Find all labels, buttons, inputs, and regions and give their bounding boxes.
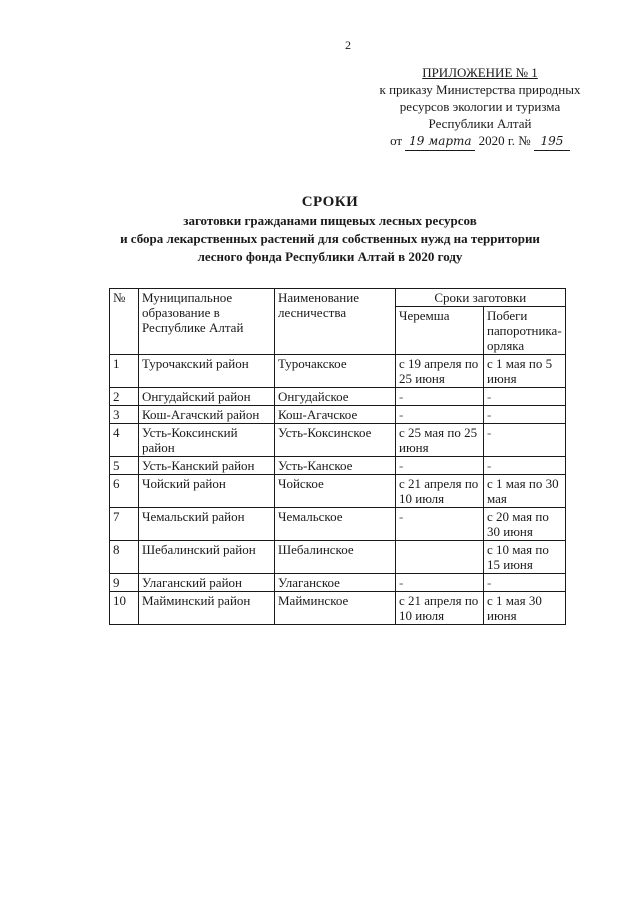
cell-municipality: Улаганский район [139, 574, 275, 592]
cell-fern: с 10 мая по 15 июня [484, 541, 566, 574]
cell-num: 9 [110, 574, 139, 592]
cell-num: 6 [110, 475, 139, 508]
cell-fern: - [484, 457, 566, 475]
cell-cheremsha [396, 541, 484, 574]
heading-title: СРОКИ [301, 194, 359, 210]
appendix-line-1: к приказу Министерства природных [379, 82, 581, 97]
header-municipality: Муниципальное образование в Республике Алтай [139, 289, 275, 355]
date-prefix: от [390, 133, 403, 148]
cell-fern: - [484, 388, 566, 406]
appendix-date-line [360, 132, 600, 151]
header-num: № [110, 289, 139, 355]
cell-forestry: Чойское [275, 475, 396, 508]
header-cheremsha: Черемша [396, 307, 484, 355]
cell-municipality: Шебалинский район [139, 541, 275, 574]
cell-cheremsha: - [396, 574, 484, 592]
cell-num: 1 [110, 355, 139, 388]
cell-forestry: Турочакское [275, 355, 396, 388]
appendix-line-3: Республики Алтай [428, 116, 532, 131]
table-row [110, 457, 566, 475]
harvest-periods-table [109, 288, 566, 625]
handwritten-number: 195 [534, 133, 570, 151]
table-row [110, 388, 566, 406]
table-row [110, 592, 566, 625]
cell-cheremsha: - [396, 508, 484, 541]
heading-line-3: лесного фонда Республики Алтай в 2020 году [197, 249, 463, 264]
heading-line-2: и сбора лекарственных растений для собственных нужд на территории [120, 231, 540, 246]
date-suffix: 2020 г. № [478, 133, 531, 148]
cell-forestry: Кош-Агачское [275, 406, 396, 424]
cell-cheremsha: - [396, 457, 484, 475]
cell-fern: с 1 мая по 30 мая [484, 475, 566, 508]
cell-fern: с 1 мая 30 июня [484, 592, 566, 625]
appendix-title: ПРИЛОЖЕНИЕ № 1 [422, 65, 538, 80]
cell-municipality: Онгудайский район [139, 388, 275, 406]
cell-forestry: Усть-Канское [275, 457, 396, 475]
cell-municipality: Турочакский район [139, 355, 275, 388]
cell-forestry: Шебалинское [275, 541, 396, 574]
cell-forestry: Улаганское [275, 574, 396, 592]
cell-municipality: Чойский район [139, 475, 275, 508]
cell-fern: - [484, 574, 566, 592]
cell-forestry: Усть-Коксинское [275, 424, 396, 457]
cell-fern: с 1 мая по 5 июня [484, 355, 566, 388]
cell-fern: с 20 мая по 30 июня [484, 508, 566, 541]
cell-municipality: Усть-Коксинский район [139, 424, 275, 457]
table-row [110, 424, 566, 457]
header-forestry: Наименование лесничества [275, 289, 396, 355]
page-number: 2 [345, 38, 351, 52]
cell-municipality: Кош-Агачский район [139, 406, 275, 424]
table-row [110, 541, 566, 574]
table-row [110, 355, 566, 388]
cell-num: 7 [110, 508, 139, 541]
cell-municipality: Майминский район [139, 592, 275, 625]
header-fern: Побеги папоротника-орляка [484, 307, 566, 355]
cell-municipality: Чемальский район [139, 508, 275, 541]
cell-num: 10 [110, 592, 139, 625]
table-row [110, 574, 566, 592]
cell-fern: - [484, 424, 566, 457]
cell-num: 5 [110, 457, 139, 475]
table-row [110, 508, 566, 541]
header-periods: Сроки заготовки [396, 289, 566, 307]
heading-line-1: заготовки гражданами пищевых лесных ресурсов [183, 213, 477, 228]
cell-cheremsha: с 21 апреля по 10 июля [396, 592, 484, 625]
cell-forestry: Майминское [275, 592, 396, 625]
cell-cheremsha: - [396, 406, 484, 424]
cell-cheremsha: - [396, 388, 484, 406]
cell-forestry: Чемальское [275, 508, 396, 541]
cell-num: 3 [110, 406, 139, 424]
cell-cheremsha: с 19 апреля по 25 июня [396, 355, 484, 388]
table-row [110, 475, 566, 508]
cell-num: 2 [110, 388, 139, 406]
table-header-row [110, 289, 566, 307]
appendix-line-2: ресурсов экологии и туризма [399, 99, 561, 114]
appendix-block [360, 64, 600, 151]
cell-num: 4 [110, 424, 139, 457]
document-heading [60, 192, 600, 266]
cell-forestry: Онгудайское [275, 388, 396, 406]
cell-fern: - [484, 406, 566, 424]
handwritten-date: 19 марта [405, 133, 475, 151]
cell-municipality: Усть-Канский район [139, 457, 275, 475]
cell-num: 8 [110, 541, 139, 574]
table-row [110, 406, 566, 424]
cell-cheremsha: с 21 апреля по 10 июля [396, 475, 484, 508]
cell-cheremsha: с 25 мая по 25 июня [396, 424, 484, 457]
